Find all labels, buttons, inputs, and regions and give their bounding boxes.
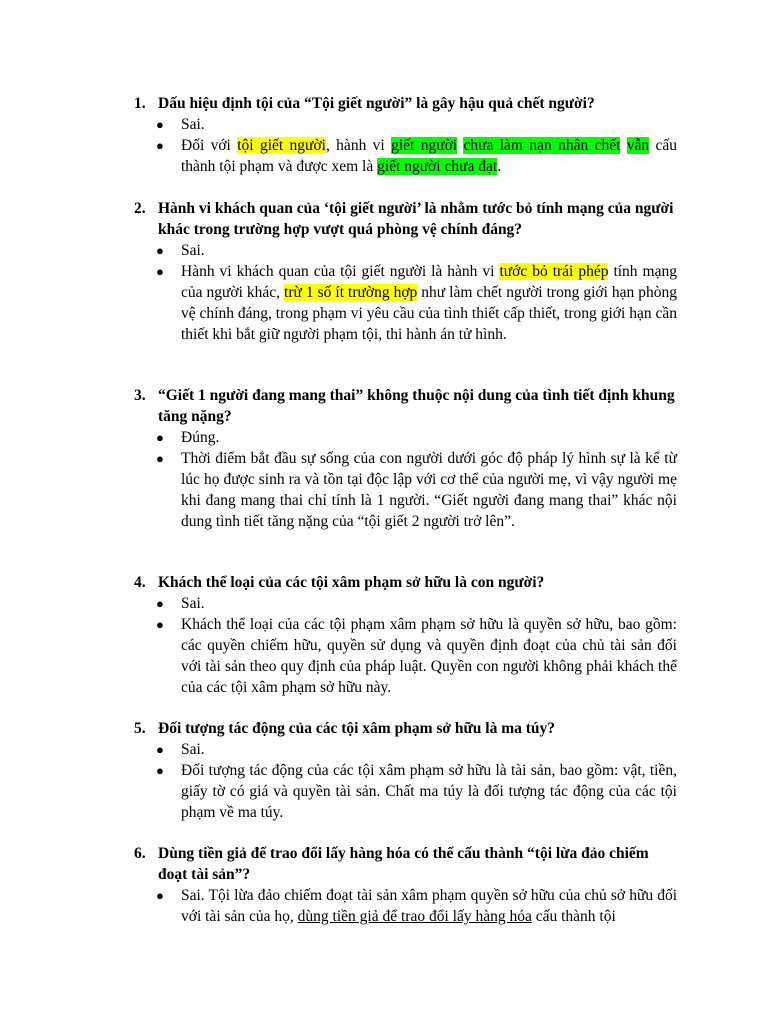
answer-text: Sai. [181,595,205,612]
bullet-icon: ● [156,742,164,757]
bullet-icon: ● [156,117,164,132]
answer-text: , hành vi [325,137,392,154]
question-number: 3. [134,387,146,404]
bullet-icon: ● [156,264,164,279]
question-5 [0,718,768,823]
bullet-icon: ● [156,596,164,611]
answer-text: . [497,158,502,175]
answer-item [156,739,677,760]
answer-text [620,137,626,154]
answer-list [0,593,768,698]
answer-text: Sai. [181,242,205,259]
highlight-green: giết người [391,137,458,154]
highlight-yellow: trừ 1 số ít trường hợp [284,284,418,301]
question-text: Đối tượng tác động của các tội xâm phạm sở hữu là ma túy? [158,720,556,737]
answer-text: như làm chết người trong giới hạn phòng vệ chính đáng, trong phạm vi yêu cầu của tình thiết cấp thiết, trong giới hạn cần thiết khi bắt giữ người phạm tội, thi hành án tử hình. [181,284,677,343]
answer-item [156,614,677,698]
bullet-icon: ● [156,617,164,632]
answer-list [0,114,768,177]
question-number: 6. [134,845,146,862]
answer-item [156,427,677,448]
question-title [134,198,678,240]
answer-item [156,448,677,532]
bullet-icon: ● [156,451,164,466]
answer-item [156,240,677,261]
answer-text: Đúng. [181,429,220,446]
question-text: Dùng tiền giả để trao đổi lấy hàng hóa có thể cấu thành “tội lừa đảo chiếm đoạt tài sản”? [158,845,649,883]
bullet-icon: ● [156,763,164,778]
answer-text: Thời điểm bắt đầu sự sống của con người dưới góc độ pháp lý hình sự là kể từ lúc họ được sinh ra và tồn tại độc lập với cơ thể của người mẹ, vì vậy người mẹ khi đang mang thai chỉ tính là 1 người. “Giết người đang mang thai” khác nội dung tình tiết tăng nặng của “tội giết 2 người trở lên”. [181,450,677,530]
bullet-icon: ● [156,430,164,445]
answer-item [156,261,677,345]
bullet-icon: ● [156,243,164,258]
answer-list [0,427,768,532]
answer-text: Sai. [181,116,205,133]
answer-text: tính mạng của người khác, [181,263,677,301]
answer-item [156,760,677,823]
answer-list [0,885,768,927]
answer-item [156,593,677,614]
highlight-yellow: tước bỏ trái phép [499,263,609,280]
question-text: “Giết 1 người đang mang thai” không thuộc nội dung của tình tiết định khung tăng nặng? [158,387,675,425]
bullet-icon: ● [156,138,164,153]
question-title [134,572,678,593]
bullet-icon: ● [156,888,164,903]
answer-text: Sai. Tội lừa đảo chiếm đoạt tài sản xâm phạm quyền sở hữu của chủ sở hữu đối với tài sản của họ, [181,887,677,925]
question-2 [0,198,768,345]
question-text: Hành vi khách quan của ‘tội giết người’ là nhằm tước bỏ tính mạng của người khác trong trường hợp vượt quá phòng vệ chính đáng? [158,200,674,238]
highlight-green: giết người chưa đạt [377,158,498,175]
answer-text: cấu thành tội phạm và được xem là [181,137,678,175]
answer-text: Đối tượng tác động của các tội xâm phạm sở hữu là tài sản, bao gồm: vật, tiền, giấy tờ có giá và quyền tài sản. Chất ma túy là đối tượng tác động của các tội phạm về ma túy. [181,762,677,821]
answer-item [156,885,677,927]
question-6 [0,843,768,927]
answer-text: Khách thể loại của các tội phạm xâm phạm sở hữu là quyền sở hữu, bao gồm: các quyền chiếm hữu, quyền sử dụng và quyền định đoạt của chủ tài sản đối với tài sản theo quy định của pháp luật. Quyền con người không phải khách thể của các tội xâm phạm sở hữu này. [181,616,677,696]
answer-list [0,240,768,345]
highlight-green: chưa làm nạn nhân chết [463,137,621,154]
question-text: Khách thể loại của các tội xâm phạm sở hữu là con người? [158,574,545,591]
answer-list [0,739,768,823]
question-number: 5. [134,720,146,737]
question-title [134,385,678,427]
underlined-text: dùng tiền giả để trao đổi lấy hàng hóa [297,908,532,925]
question-title [134,93,678,114]
question-title [134,843,678,885]
question-number: 2. [134,200,146,217]
answer-text: cấu thành tội [531,908,616,925]
question-title [134,718,678,739]
question-4 [0,572,768,698]
answer-item [156,114,677,135]
highlight-yellow: tội giết người [237,137,326,154]
highlight-green: vẫn [626,137,650,154]
answer-text: Sai. [181,741,205,758]
question-text: Dấu hiệu định tội của “Tội giết người” là gây hậu quả chết người? [158,95,595,112]
question-3 [0,385,768,532]
answer-text: Đối với [181,137,238,154]
question-number: 4. [134,574,146,591]
question-number: 1. [134,95,146,112]
answer-item [156,135,678,177]
answer-text: Hành vi khách quan của tội giết người là hành vi [181,263,500,280]
question-1 [0,93,768,177]
